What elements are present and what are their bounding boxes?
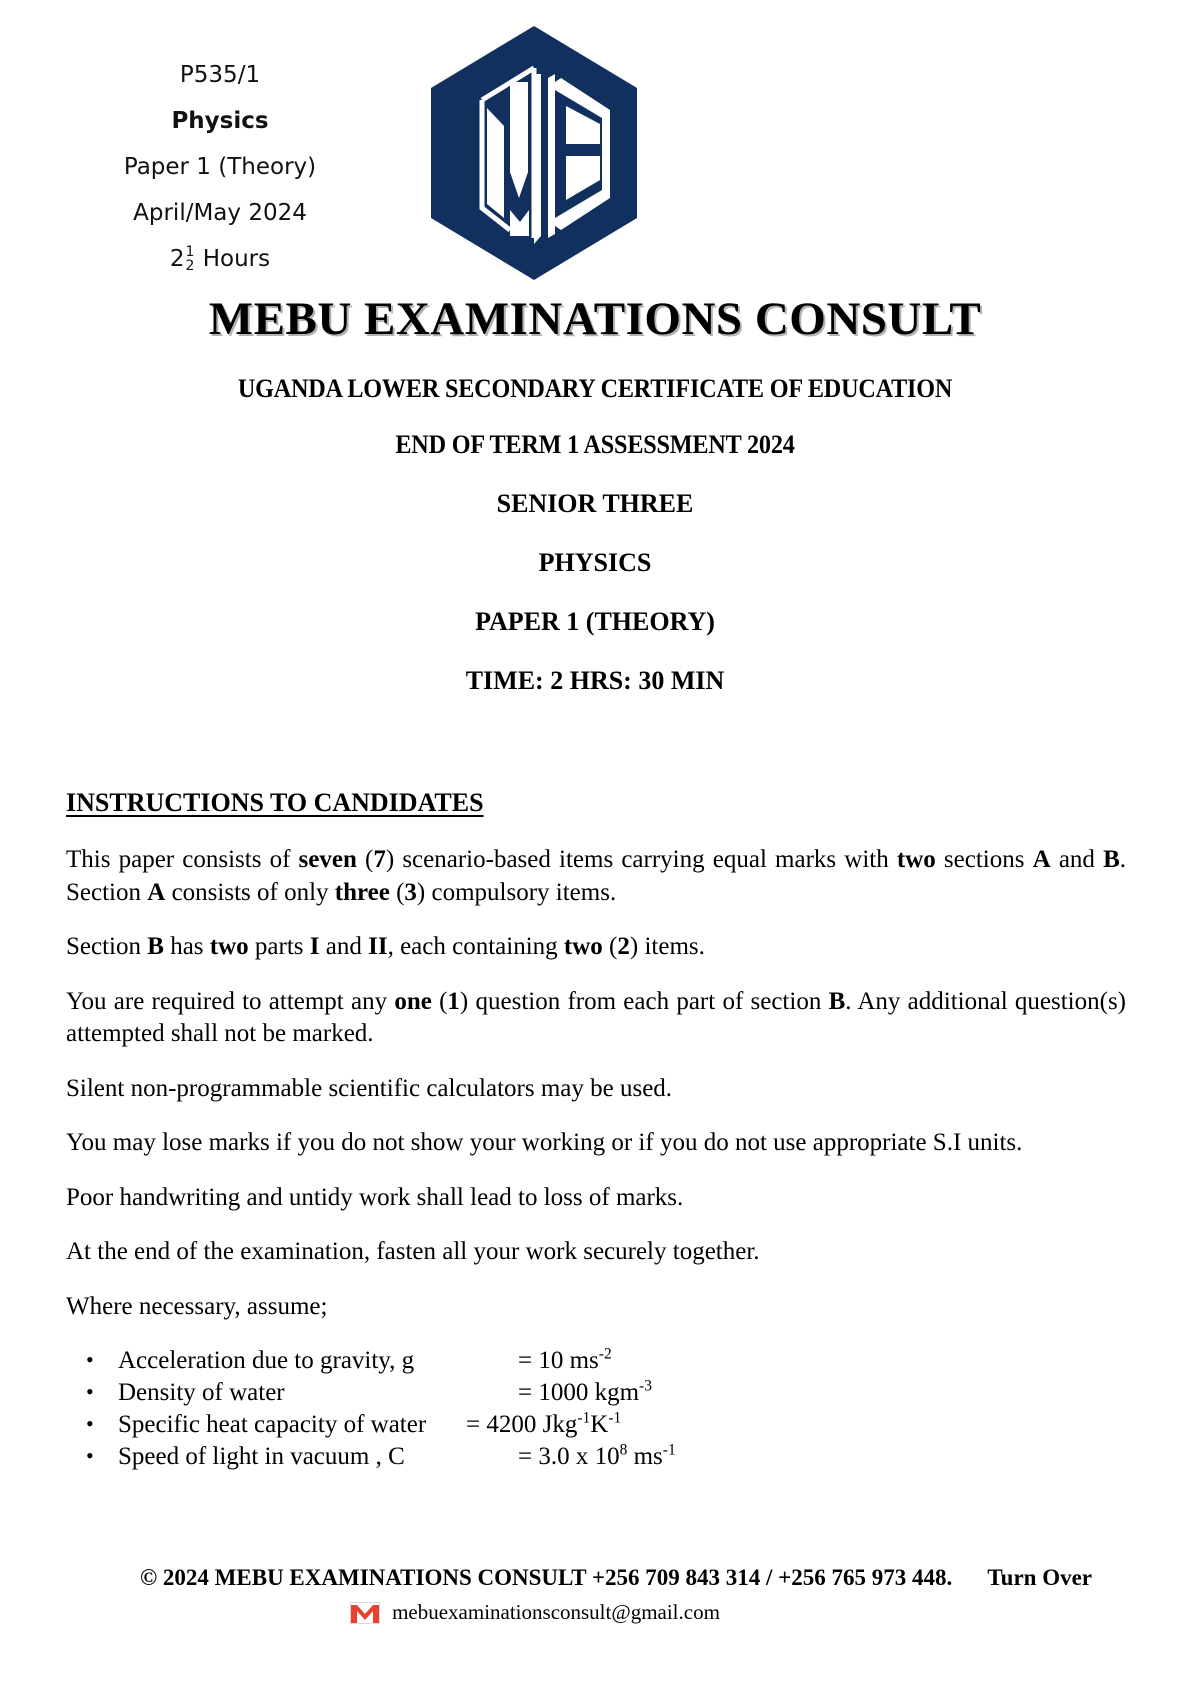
text-run: , each containing bbox=[387, 933, 564, 960]
text-run-bold: B bbox=[1103, 846, 1120, 873]
value-exponent: -1 bbox=[608, 1409, 622, 1427]
text-run: sections bbox=[935, 846, 1033, 873]
instruction-paragraph-1 bbox=[66, 844, 1126, 909]
value-text: ms bbox=[627, 1443, 663, 1470]
text-run: ) question from each part of section bbox=[459, 987, 829, 1015]
constant-label: Specific heat capacity of water bbox=[118, 1411, 427, 1438]
text-run: ) compulsory items. bbox=[416, 878, 617, 906]
organization-title: MEBU EXAMINATIONS CONSULT bbox=[208, 293, 982, 345]
instruction-paragraph-2 bbox=[66, 931, 1126, 964]
gmail-icon bbox=[350, 1602, 380, 1624]
constant-value bbox=[518, 1441, 676, 1473]
value-text: K bbox=[590, 1411, 609, 1438]
paper-line: PAPER 1 (THEORY) bbox=[475, 607, 715, 636]
text-run-bold: I bbox=[309, 933, 320, 960]
text-run-bold: 2 bbox=[617, 933, 630, 960]
duration-fraction bbox=[186, 245, 195, 273]
list-item bbox=[66, 1377, 1126, 1409]
text-run: Section bbox=[66, 933, 148, 960]
list-item bbox=[66, 1441, 1126, 1473]
text-run: ( bbox=[356, 846, 374, 873]
duration-whole: 2 bbox=[169, 246, 185, 272]
instruction-paragraph-5: You may lose marks if you do not show your working or if you do not use appropriate S.I units. bbox=[66, 1129, 1023, 1156]
text-run-bold: seven bbox=[298, 846, 357, 873]
footer-top-row bbox=[0, 1565, 1190, 1591]
text-run: and bbox=[319, 933, 369, 960]
assessment-line: END OF TERM 1 ASSESSMENT 2024 bbox=[395, 430, 795, 459]
page-header bbox=[0, 0, 1190, 290]
instruction-paragraph-6: Poor handwriting and untidy work shall lead to loss of marks. bbox=[66, 1183, 684, 1211]
instructions-heading: INSTRUCTIONS TO CANDIDATES bbox=[66, 788, 484, 817]
instructions-section bbox=[0, 788, 1190, 1473]
constant-label: Speed of light in vacuum , C bbox=[118, 1443, 405, 1470]
constants-list bbox=[66, 1345, 1126, 1473]
text-run-bold: 1 bbox=[447, 987, 460, 1015]
value-exponent: -1 bbox=[662, 1441, 676, 1459]
instruction-paragraph-3 bbox=[66, 986, 1126, 1051]
text-run-bold: B bbox=[147, 933, 164, 960]
certificate-line: UGANDA LOWER SECONDARY CERTIFICATE OF EDUCATION bbox=[237, 374, 953, 403]
constant-label: Density of water bbox=[118, 1379, 285, 1406]
text-run: This paper consists of bbox=[66, 846, 299, 873]
list-item bbox=[66, 1345, 1126, 1377]
instruction-paragraph-8: Where necessary, assume; bbox=[66, 1292, 328, 1320]
text-run: You are required to attempt any bbox=[66, 987, 395, 1015]
value-exponent: -3 bbox=[639, 1377, 652, 1395]
text-run: ) scenario-based items carrying equal marks with bbox=[385, 846, 897, 873]
subject-line: PHYSICS bbox=[538, 548, 652, 577]
text-run-bold: A bbox=[147, 878, 166, 906]
value-text: = 10 ms bbox=[518, 1347, 599, 1374]
value-text: = 4200 Jkg bbox=[466, 1411, 578, 1438]
time-line: TIME: 2 HRS: 30 MIN bbox=[465, 666, 725, 695]
copyright-text: © 2024 MEBU EXAMINATIONS CONSULT +256 709 843 314 / +256 765 973 448. bbox=[140, 1565, 953, 1590]
page-footer bbox=[0, 1565, 1190, 1625]
text-run-bold: II bbox=[368, 933, 388, 960]
text-run-bold: 7 bbox=[373, 846, 386, 873]
value-exponent: -1 bbox=[577, 1409, 591, 1427]
list-item bbox=[66, 1409, 1126, 1441]
class-line: SENIOR THREE bbox=[496, 489, 694, 518]
text-run-bold: one bbox=[394, 987, 432, 1015]
text-run-bold: two bbox=[209, 933, 249, 960]
text-run: has bbox=[163, 933, 210, 960]
value-text: = 1000 kgm bbox=[518, 1379, 640, 1406]
duration-denominator: 2 bbox=[185, 257, 195, 274]
exam-session: April/May 2024 bbox=[133, 200, 307, 226]
text-run: and bbox=[1050, 846, 1104, 873]
constant-value bbox=[518, 1345, 612, 1377]
duration-unit: Hours bbox=[202, 246, 271, 272]
text-run-bold: three bbox=[334, 878, 390, 906]
text-run: . Any additional question(s) attempted shall not be marked. bbox=[66, 987, 1126, 1047]
text-run: parts bbox=[248, 933, 310, 960]
constant-value bbox=[466, 1409, 621, 1441]
instruction-paragraph-7: At the end of the examination, fasten all your work securely together. bbox=[66, 1238, 760, 1265]
duration-numerator: 1 bbox=[185, 243, 195, 260]
turn-over-label: Turn Over bbox=[987, 1565, 1092, 1590]
constant-value bbox=[518, 1377, 652, 1409]
text-run: ( bbox=[431, 987, 448, 1015]
paper-meta-block bbox=[70, 52, 370, 282]
duration-line bbox=[70, 236, 370, 282]
text-run-bold: A bbox=[1032, 846, 1051, 873]
footer-bottom-row bbox=[0, 1600, 1190, 1625]
text-run: ( bbox=[389, 878, 405, 906]
text-run-bold: two bbox=[563, 933, 603, 960]
value-text: = 3.0 x 10 bbox=[518, 1443, 620, 1470]
instruction-paragraph-4: Silent non-programmable scientific calculators may be used. bbox=[66, 1074, 673, 1102]
constant-label: Acceleration due to gravity, g bbox=[118, 1347, 415, 1374]
text-run: consists of only bbox=[165, 878, 335, 906]
text-run-bold: B bbox=[828, 987, 846, 1015]
subject-short: Physics bbox=[171, 108, 269, 134]
text-run-bold: 3 bbox=[404, 878, 417, 906]
mebu-hexagon-logo bbox=[424, 22, 644, 284]
value-exponent: 8 bbox=[619, 1441, 628, 1459]
text-run-bold: two bbox=[896, 846, 936, 873]
contact-email: mebuexaminationsconsult@gmail.com bbox=[392, 1600, 720, 1624]
text-run: . Section bbox=[66, 846, 1126, 906]
text-run: ( bbox=[602, 933, 618, 960]
text-run: ) items. bbox=[629, 933, 705, 960]
paper-label: Paper 1 (Theory) bbox=[123, 154, 317, 180]
value-exponent: -2 bbox=[598, 1345, 612, 1363]
paper-code: P535/1 bbox=[179, 62, 261, 88]
